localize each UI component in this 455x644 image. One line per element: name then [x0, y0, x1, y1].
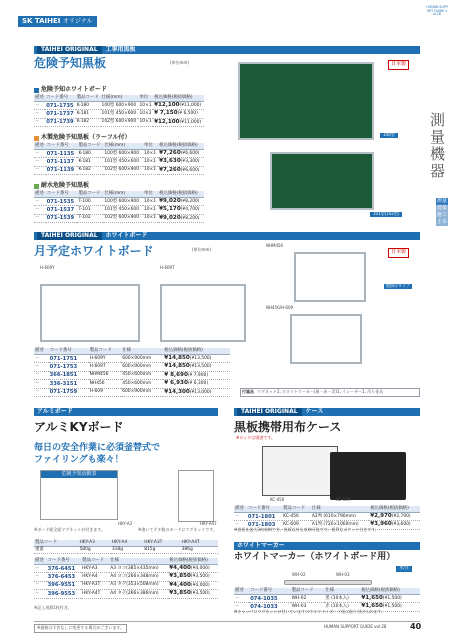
cell: 10×1 — [138, 118, 153, 126]
cell: NH456 — [89, 380, 122, 388]
cell: NHM456 — [89, 371, 122, 379]
table-row — [34, 590, 218, 598]
section-title-4: 黒板携帯用布ケース — [234, 420, 342, 434]
col-header: HKY-A4 — [111, 540, 143, 547]
spec-table — [34, 540, 218, 554]
cell: － — [34, 573, 47, 581]
price-cell: ¥ 6,930(¥ 6,300) — [163, 380, 230, 388]
sidebar-guide — [426, 6, 448, 17]
price-cell: ¥1,650(¥1,500) — [360, 595, 420, 603]
bar-label: ケース — [305, 408, 324, 415]
badge-japan: 日本製 — [388, 60, 409, 70]
cell: － — [234, 595, 249, 603]
code-cell: 376-6451 — [47, 565, 81, 573]
case-note: ※ロッドは別途です。 — [236, 435, 275, 440]
foot-note-3: ※記入用紙1枚付き。 — [34, 605, 72, 610]
cell: 450×600mm — [121, 371, 163, 379]
unit-label: (単位mm) — [170, 60, 189, 65]
cell: K-182 — [76, 118, 101, 126]
col-header: 製品コード — [34, 540, 78, 547]
subtitle-3 — [34, 182, 89, 190]
code-cell: 071-1137 — [46, 158, 78, 166]
case-kc609 — [330, 452, 406, 500]
table-1 — [34, 95, 204, 127]
table-row — [34, 214, 204, 222]
footer-note: ※価格は予告なしに変更する場合がございます。 — [34, 624, 127, 633]
foot-note-5: ※キャップにマグネットが付いていますのでホワイトボード面に貼り付けられます。 — [234, 609, 385, 614]
code-cell: 396-9553 — [47, 590, 81, 598]
cell: － — [34, 363, 49, 371]
section-title-3: アルミKYボード — [34, 420, 124, 434]
bar-tag: TAIHEI ORIGINAL — [237, 408, 302, 416]
cell: 10×1 — [143, 198, 158, 206]
model-wh02: WH-02 — [292, 572, 306, 577]
model-label-3: NHM456 — [266, 243, 284, 248]
cell: 580g — [78, 547, 110, 554]
cell: 10×1 — [143, 150, 158, 158]
cell: 386g — [181, 547, 218, 554]
board-title: 危険予知活動表 — [41, 471, 117, 478]
price-cell: ¥2,970(¥2,700) — [369, 513, 420, 521]
col-header: 仕様 — [109, 558, 168, 565]
code-cell: 071-1737 — [45, 110, 76, 118]
col-header: 税込価格(税抜価格) — [369, 506, 420, 513]
cell: 10×1 — [143, 214, 158, 222]
square-icon — [34, 136, 39, 141]
square-icon — [34, 184, 39, 189]
code-cell: 071-1803 — [247, 521, 282, 529]
bar-label: アルミボード — [37, 408, 73, 415]
model-label-4: NH456/H-609 — [266, 305, 294, 310]
sidebar-tab-4[interactable]: 土木 — [436, 219, 447, 225]
cell: 600×900mm — [121, 355, 163, 363]
accessories-text: マグネット2, ホワイトマーカー(黒・赤・青)1, イレーザー1, 吊り金具 — [257, 389, 384, 394]
cell: － — [34, 102, 45, 110]
col-header: 描述 — [34, 348, 49, 355]
cell: 10×1 — [143, 206, 158, 214]
col-header: 製品コード — [282, 506, 311, 513]
code-cell: 396-9551 — [47, 581, 81, 589]
cell: － — [34, 388, 49, 396]
cell: H-609Y — [89, 355, 122, 363]
section-bar-5 — [234, 542, 420, 550]
col-header: 製品コード — [89, 348, 122, 355]
cell: T-101 — [77, 206, 103, 214]
col-header: 描述 — [35, 143, 44, 148]
subtitle-1 — [34, 86, 107, 94]
cell: HKY-A3 — [81, 565, 109, 573]
model-kc456: KC-456 — [270, 497, 285, 502]
cell: － — [34, 110, 45, 118]
cell: － — [34, 371, 49, 379]
cell: KC-456 — [282, 513, 311, 521]
brand-logo — [18, 16, 97, 27]
table-row — [34, 581, 218, 589]
cell: WH-03 — [291, 603, 325, 611]
aluminum-board-a4t — [178, 470, 214, 522]
section-title-2: 月予定ホワイトボード — [34, 244, 154, 258]
bar-tag: TAIHEI ORIGINAL — [37, 46, 102, 54]
cell: 101型 450×600 — [103, 158, 143, 166]
cell: 重量 — [34, 547, 78, 554]
sidebar-tab-1[interactable]: 測量 — [436, 198, 447, 204]
table-3 — [34, 191, 204, 223]
bar-label: ホワイトマーカー — [237, 542, 285, 549]
price-cell: ¥3,960(¥3,600) — [369, 521, 420, 529]
col-header: 製品コード — [81, 558, 109, 565]
table-row — [34, 363, 230, 371]
model-wh03: WH-03 — [336, 572, 350, 577]
cell: 101型 450×600 — [103, 206, 143, 214]
cell: － — [34, 355, 49, 363]
case-kc456 — [262, 446, 338, 496]
col-header: 仕様(mm) — [101, 95, 139, 102]
cell: HKY-A3T — [81, 581, 109, 589]
cell: － — [234, 603, 249, 611]
cell: 102型 600×900 — [101, 118, 139, 126]
col-header: HKY-A3T — [143, 540, 180, 547]
table-row — [34, 380, 230, 388]
col-header: コード番号 — [45, 95, 76, 102]
code-cell: 071-1753 — [49, 363, 89, 371]
cell: K-181 — [76, 110, 101, 118]
bar-label: ホワイトボード — [105, 232, 148, 239]
cell: 318g — [111, 547, 143, 554]
cell: 10×1 — [138, 102, 153, 110]
table-row — [34, 102, 204, 110]
sidebar-tab-2[interactable]: 建築 — [436, 205, 447, 211]
table-row — [34, 547, 218, 554]
table-row — [234, 595, 420, 603]
cell: 10×1 — [143, 166, 158, 174]
unit-label-2: (単位mm) — [192, 247, 211, 252]
whiteboard-h609y — [40, 284, 140, 342]
cell: 600×900mm — [121, 388, 163, 396]
col-header: 仕様(mm) — [103, 143, 143, 150]
code-cell: 071-1735 — [45, 102, 76, 110]
col-header: 単位 — [143, 191, 158, 198]
price-cell: ¥ 7,150(¥ 6,500) — [153, 110, 204, 118]
col-header: コード番号 — [249, 588, 290, 595]
cell: 赤 (10本入) — [324, 603, 360, 611]
col-header: 仕様 — [121, 348, 163, 355]
water-tag: 水性 — [396, 566, 412, 572]
table-row — [34, 565, 218, 573]
cell: － — [34, 214, 46, 222]
col-header: 描述 — [35, 191, 44, 196]
price-cell: ¥4,400(¥4,000) — [168, 581, 218, 589]
model-label-1: H-609Y — [40, 265, 55, 270]
cell: － — [34, 206, 46, 214]
col-header: 仕様 — [324, 588, 360, 595]
price-cell: ¥14,850(¥13,500) — [163, 355, 230, 363]
foot-note-4: ※黒板を最大3枚収納でき、黒板以外も収納可能です。便利なポケット付きです。 — [234, 527, 379, 532]
brand-name: SK TAIHEI — [22, 17, 61, 25]
hang-label: 壁掛けタイプ — [386, 283, 410, 288]
table-row — [34, 118, 204, 126]
col-header: 税込価格(税抜価格) — [158, 143, 204, 150]
code-cell: 376-6453 — [47, 573, 81, 581]
cell: － — [34, 380, 49, 388]
price-cell: ¥ 8,690(¥ 7,900) — [163, 371, 230, 379]
table-row — [34, 371, 230, 379]
cell: 450×600mm — [121, 380, 163, 388]
bar-label: 工事用黒板 — [105, 46, 136, 53]
code-cell: 336-3151 — [49, 380, 89, 388]
col-header: 描述 — [234, 588, 249, 595]
code-cell: 071-1801 — [247, 513, 282, 521]
table-row — [34, 355, 230, 363]
cell: 600×900mm — [121, 363, 163, 371]
col-header: 単位 — [138, 95, 153, 102]
footer-divider — [34, 621, 420, 622]
cell: H-609 — [89, 388, 122, 396]
table-4 — [34, 348, 230, 397]
col-header: コード番号 — [49, 348, 89, 355]
price-cell: ¥3,630(¥3,300) — [158, 158, 204, 166]
cell: K-180 — [76, 102, 101, 110]
table-row — [34, 150, 204, 158]
price-cell: ¥9,020(¥8,200) — [158, 214, 204, 222]
model-label-2: H-609T — [160, 265, 175, 270]
col-header: コード番号 — [46, 143, 78, 150]
col-header: 製品コード — [77, 191, 103, 198]
board-size-label-2: 101型(102型) — [370, 212, 402, 217]
col-header: 製品コード — [291, 588, 325, 595]
table-row — [34, 573, 218, 581]
code-cell: 071-1539 — [46, 214, 78, 222]
table-row — [34, 110, 204, 118]
col-header: 税込価格(税抜価格) — [163, 348, 230, 355]
col-header: 税込価格(税抜価格) — [168, 558, 218, 565]
code-cell: 071-1139 — [46, 166, 78, 174]
code-cell: 071-1751 — [49, 355, 89, 363]
table-5 — [34, 558, 218, 599]
guide-label: HUMAN SUPPORT GUIDE vol.28 — [426, 5, 448, 17]
cell: － — [34, 158, 46, 166]
accessories — [240, 388, 420, 397]
code-cell: 071-1739 — [45, 118, 76, 126]
table-row — [34, 158, 204, 166]
footer-guide: HUMAN SUPPORT GUIDE vol.28 — [324, 624, 387, 629]
cell: T-102 — [77, 214, 103, 222]
sidebar-tabs — [436, 198, 448, 226]
cell: － — [34, 198, 46, 206]
code-cell: 071-1135 — [46, 150, 78, 158]
cell: 102型 600×900 — [103, 166, 143, 174]
cell: A2判 (610×790mm) — [311, 513, 369, 521]
bar-tag: TAIHEI ORIGINAL — [37, 232, 102, 240]
cell: － — [34, 118, 45, 126]
col-header: 税込価格(税抜価格) — [153, 95, 204, 102]
col-header: 描述 — [34, 558, 47, 565]
price-cell: ¥7,260(¥6,600) — [158, 150, 204, 158]
col-header: 描述 — [35, 95, 44, 100]
cell: － — [34, 565, 47, 573]
price-cell: ¥5,170(¥4,700) — [158, 206, 204, 214]
accessories-label: 付属品 — [242, 389, 254, 394]
price-cell: ¥4,400(¥4,000) — [168, 565, 218, 573]
table-row — [34, 388, 230, 396]
cell: WH-02 — [291, 595, 325, 603]
cell: 100型 600×900 — [103, 198, 143, 206]
whiteboard-h609t — [160, 284, 246, 342]
lead-line-1: 毎日の安全作業に必須釜替式で — [34, 443, 161, 453]
price-cell: ¥7,260(¥6,600) — [158, 166, 204, 174]
cell: T-100 — [77, 198, 103, 206]
aluminum-board-a3 — [40, 470, 118, 520]
cell: 102型 600×900 — [103, 214, 143, 222]
whiteboard-nh456 — [290, 314, 362, 364]
price-cell: ¥3,850(¥3,500) — [168, 590, 218, 598]
badge-japan-2: 日本製 — [388, 248, 409, 258]
section-bar-3 — [34, 408, 218, 416]
cell: A4 タテ(266×386mm) — [109, 590, 168, 598]
cell: 100型 600×900 — [103, 150, 143, 158]
brand-tag: オリジナル — [62, 18, 93, 25]
subtitle-text: 危険予知ホワイトボード — [41, 86, 107, 93]
cell: － — [34, 150, 46, 158]
caption-1: ※ボード面全面マグネットが付きます。 — [34, 527, 105, 532]
cell: 黒 (10本入) — [324, 595, 360, 603]
code-cell: 071-1537 — [46, 206, 78, 214]
table-row — [34, 166, 204, 174]
model-a4t: HKY-A4T — [200, 521, 217, 526]
code-cell: 366-1851 — [49, 371, 89, 379]
col-header: 税込価格(税抜価格) — [360, 588, 420, 595]
subtitle-2 — [34, 134, 130, 142]
cell: H-609T — [89, 363, 122, 371]
sidebar-tab-3[interactable]: 施工 — [436, 212, 447, 218]
table-row — [34, 206, 204, 214]
cell: K-182 — [77, 166, 103, 174]
cell: 100型 600×900 — [101, 102, 139, 110]
cell: － — [234, 513, 247, 521]
cell: A1判 (720×1060mm) — [311, 521, 369, 529]
cell: A3 ヨコ(385×435mm) — [109, 565, 168, 573]
cell: HKY-A4 — [81, 573, 109, 581]
model-a3: HKY-A3 — [118, 521, 133, 526]
col-header: コード番号 — [47, 558, 81, 565]
price-cell: ¥14,300(¥13,000) — [163, 388, 230, 396]
cell: － — [34, 590, 47, 598]
section-bar-1 — [34, 46, 420, 54]
section-bar-4 — [234, 408, 420, 416]
cell: 101型 450×600 — [101, 110, 139, 118]
col-header: HKY-A4T — [181, 540, 218, 547]
col-header: 単位 — [143, 143, 158, 150]
lead-line-2: ファイリングも楽々！ — [34, 455, 124, 465]
cell: K-180 — [77, 150, 103, 158]
cell: K-181 — [77, 158, 103, 166]
cell: KC-609 — [282, 521, 311, 529]
section-bar-2 — [34, 232, 420, 240]
table-2 — [34, 143, 204, 175]
marker-icon — [284, 580, 372, 585]
lead-text — [34, 442, 160, 466]
cell: － — [34, 166, 46, 174]
caption-2: ※書いてテキ数のボードにマグネットです。 — [138, 527, 217, 532]
cell: A3 タテ(353×508mm) — [109, 581, 168, 589]
subtitle-text: 木製危険予知黒板（ラーフル付） — [41, 134, 131, 141]
blackboard-100 — [238, 62, 374, 140]
price-cell: ¥12,100(¥11,000) — [153, 118, 204, 126]
page-number: 40 — [410, 622, 422, 631]
model-kc609: KC-609 — [336, 497, 351, 502]
cell: 10×1 — [143, 158, 158, 166]
cell: － — [234, 521, 247, 529]
col-header: コード番号 — [247, 506, 282, 513]
sidebar-category: 測量機器 — [428, 112, 446, 180]
table-row — [34, 198, 204, 206]
price-cell: ¥12,100(¥11,000) — [153, 102, 204, 110]
cell: A4 ヨコ(266×348mm) — [109, 573, 168, 581]
price-cell: ¥14,850(¥13,500) — [163, 363, 230, 371]
cell: HKY-A4T — [81, 590, 109, 598]
section-title-1: 危険予知黒板 — [34, 56, 107, 70]
col-header: 製品コード — [76, 95, 99, 100]
subtitle-text: 耐水危険予知黒板 — [41, 182, 90, 189]
code-cell: 074-1033 — [249, 603, 290, 611]
col-header: 仕様 — [311, 506, 369, 513]
col-header: 描述 — [234, 506, 247, 513]
cell: 10×2 — [138, 110, 153, 118]
col-header: HKY-A3 — [78, 540, 110, 547]
whiteboard-nhm456 — [294, 252, 366, 302]
price-cell: ¥3,850(¥3,500) — [168, 573, 218, 581]
code-cell: 074-1035 — [249, 595, 290, 603]
section-title-5: ホワイトマーカー（ホワイトボード用） — [234, 552, 396, 562]
board-size-label-1: 100型 — [380, 133, 398, 138]
col-header: 税込価格(税抜価格) — [158, 191, 204, 198]
col-header: 製品コード — [77, 143, 103, 150]
price-cell: ¥9,020(¥8,200) — [158, 198, 204, 206]
code-cell: 071-1535 — [46, 198, 78, 206]
code-cell: 071-1759 — [49, 388, 89, 396]
blackboard-101 — [270, 152, 374, 210]
col-header: 仕様(mm) — [103, 191, 143, 198]
cell: － — [34, 581, 47, 589]
price-cell: ¥1,650(¥1,500) — [360, 603, 420, 611]
square-icon — [34, 88, 39, 93]
cell: 815g — [143, 547, 180, 554]
col-header: コード番号 — [46, 191, 78, 198]
table-row — [234, 513, 420, 521]
